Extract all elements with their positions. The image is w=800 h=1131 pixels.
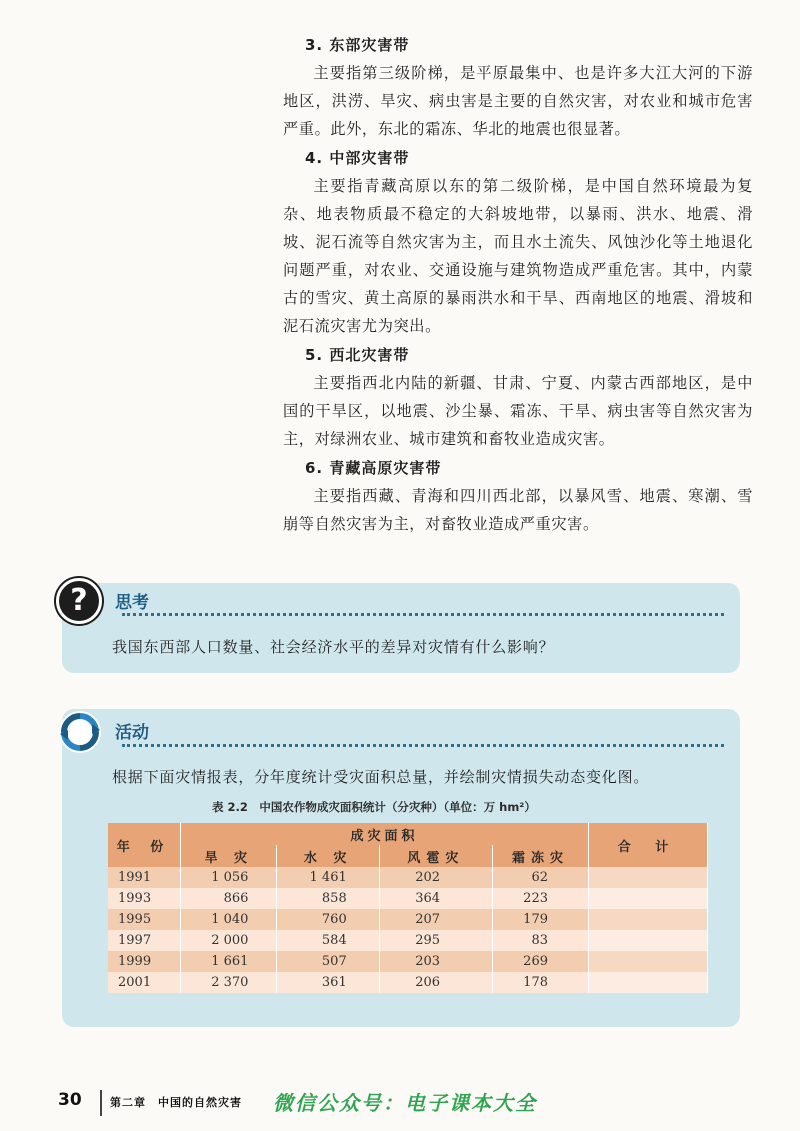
value-cell: 1 661 — [181, 951, 277, 972]
value-cell: 2 000 — [181, 930, 277, 951]
section-body: 主要指第三级阶梯，是平原最集中、也是许多大江大河的下游地区，洪涝、旱灾、病虫害是主要的自然灾害，对农业和城市危害严重。此外，东北的霜冻、华北的地震也很显著。 — [283, 64, 753, 138]
disaster-table — [108, 823, 708, 993]
page-number: 30 — [58, 1090, 82, 1110]
value-cell: 83 — [493, 930, 589, 951]
value-cell: 269 — [493, 951, 589, 972]
activity-instruction: 根据下面灾情报表，分年度统计受灾面积总量，并绘制灾情损失动态变化图。 — [112, 768, 650, 786]
section-title: 4. 中部灾害带 — [305, 149, 410, 167]
value-cell: 866 — [181, 888, 277, 909]
dotted-divider — [122, 744, 724, 747]
section-body: 主要指西北内陆的新疆、甘肃、宁夏、内蒙古西部地区，是中国的干旱区，以地震、沙尘暴、霜冻、干旱、病虫害等自然灾害为主，对绿洲农业、城市建筑和畜牧业造成灾害。 — [283, 374, 753, 448]
year-cell: 1997 — [108, 930, 181, 951]
year-cell: 1993 — [108, 888, 181, 909]
think-panel — [62, 583, 740, 673]
value-cell: 223 — [493, 888, 589, 909]
chapter-title: 第二章 中国的自然灾害 — [110, 1096, 242, 1109]
total-header: 合 计 — [589, 823, 708, 867]
section-title: 5. 西北灾害带 — [305, 346, 410, 364]
column-header: 风雹灾 — [379, 845, 492, 867]
total-cell[interactable] — [589, 888, 708, 909]
section-title: 3. 东部灾害带 — [305, 36, 410, 54]
column-header: 霜冻灾 — [493, 845, 589, 867]
table-row — [108, 972, 708, 993]
value-cell: 364 — [379, 888, 492, 909]
section-body: 主要指西藏、青海和四川西北部，以暴风雪、地震、寒潮、雪崩等自然灾害为主，对畜牧业造成严重灾害。 — [283, 487, 753, 533]
value-cell: 206 — [379, 972, 492, 993]
dotted-divider — [122, 613, 724, 616]
total-cell[interactable] — [589, 972, 708, 993]
value-cell: 178 — [493, 972, 589, 993]
value-cell: 584 — [277, 930, 379, 951]
section-6 — [283, 457, 753, 538]
total-cell[interactable] — [589, 951, 708, 972]
section-4 — [283, 147, 753, 340]
think-label: 思考 — [115, 593, 149, 613]
year-cell: 1999 — [108, 951, 181, 972]
year-cell: 1995 — [108, 909, 181, 930]
value-cell: 858 — [277, 888, 379, 909]
table-row — [108, 951, 708, 972]
year-header: 年 份 — [108, 823, 181, 867]
table-row — [108, 888, 708, 909]
think-question: 我国东西部人口数量、社会经济水平的差异对灾情有什么影响？ — [112, 638, 555, 656]
value-cell: 361 — [277, 972, 379, 993]
value-cell: 202 — [379, 867, 492, 888]
total-cell[interactable] — [589, 867, 708, 888]
value-cell: 2 370 — [181, 972, 277, 993]
column-header: 旱 灾 — [181, 845, 277, 867]
value-cell: 760 — [277, 909, 379, 930]
year-cell: 2001 — [108, 972, 181, 993]
table-row — [108, 909, 708, 930]
value-cell: 203 — [379, 951, 492, 972]
value-cell: 1 040 — [181, 909, 277, 930]
table-row — [108, 930, 708, 951]
section-3 — [283, 34, 753, 143]
text-sections — [283, 30, 753, 540]
value-cell: 507 — [277, 951, 379, 972]
value-cell: 1 461 — [277, 867, 379, 888]
total-cell[interactable] — [589, 930, 708, 951]
footer-divider — [100, 1090, 102, 1116]
question-icon: ? — [56, 578, 102, 624]
total-cell[interactable] — [589, 909, 708, 930]
watermark-text: 微信公众号：电子课本大全 — [273, 1091, 537, 1115]
table-caption: 表 2.2 中国农作物成灾面积统计（分灾种）（单位：万 hm²） — [212, 800, 536, 814]
column-header: 水 灾 — [277, 845, 379, 867]
group-header: 成灾面积 — [181, 823, 589, 845]
activity-label: 活动 — [115, 723, 149, 743]
page-footer — [40, 1086, 760, 1116]
value-cell: 179 — [493, 909, 589, 930]
table-row — [108, 867, 708, 888]
cycle-arrows-icon — [58, 710, 102, 754]
value-cell: 62 — [493, 867, 589, 888]
section-body: 主要指青藏高原以东的第二级阶梯，是中国自然环境最为复杂、地表物质最不稳定的大斜坡地带，以暴雨、洪水、地震、滑坡、泥石流等自然灾害为主，而且水土流失、风蚀沙化等土地退化问题严重，对农业、交通设施与建筑物造成严重危害。其中，内蒙古的雪灾、黄土高原的暴雨洪水和干旱、西南地区的地震、滑坡和泥石流灾害尤为突出。 — [283, 177, 753, 335]
section-5 — [283, 344, 753, 453]
value-cell: 1 056 — [181, 867, 277, 888]
year-cell: 1991 — [108, 867, 181, 888]
section-title: 6. 青藏高原灾害带 — [305, 459, 442, 477]
value-cell: 207 — [379, 909, 492, 930]
value-cell: 295 — [379, 930, 492, 951]
